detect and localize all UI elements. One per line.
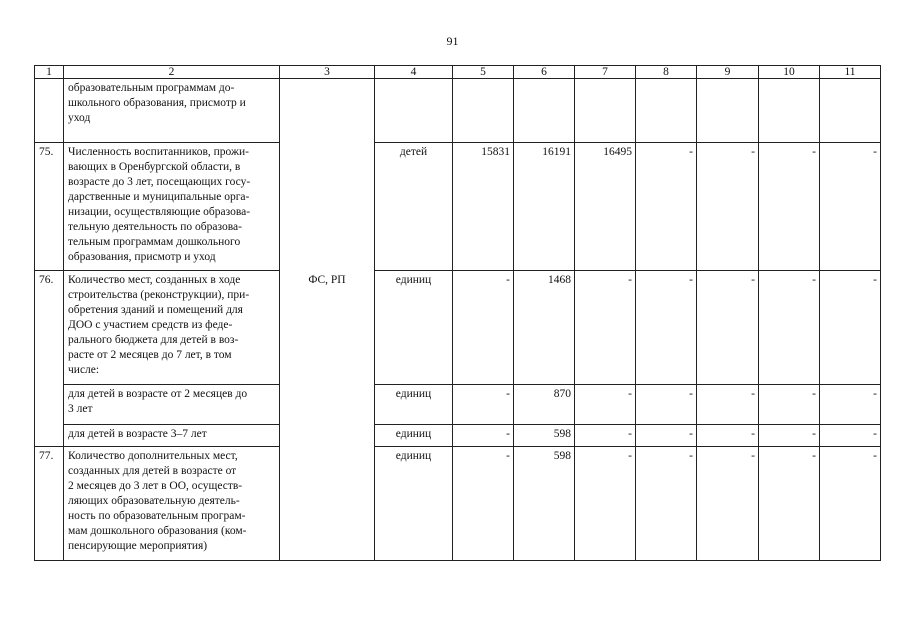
row-number: 76. (35, 271, 64, 385)
data-table (34, 65, 881, 561)
row-value: - (575, 385, 636, 425)
table-row (35, 385, 881, 425)
row-value: - (820, 271, 881, 385)
row-value: 15831 (453, 143, 514, 271)
row-value: - (453, 425, 514, 447)
row-value (820, 79, 881, 143)
column-header: 3 (280, 66, 375, 79)
row-value: - (575, 447, 636, 561)
row-source (280, 143, 375, 271)
row-source: ФС, РП (280, 271, 375, 385)
row-unit: детей (375, 143, 453, 271)
row-value: 598 (514, 425, 575, 447)
column-header: 7 (575, 66, 636, 79)
row-value: - (820, 425, 881, 447)
row-value: - (759, 143, 820, 271)
row-value (575, 79, 636, 143)
row-value: 1468 (514, 271, 575, 385)
row-number (35, 79, 64, 143)
column-header: 4 (375, 66, 453, 79)
row-value: - (759, 385, 820, 425)
row-source (280, 385, 375, 425)
column-header: 6 (514, 66, 575, 79)
row-description: образовательным программам до- школьного образования, присмотр и уход (64, 79, 280, 143)
row-value: - (697, 385, 759, 425)
row-description: Количество мест, созданных в ходе строительства (реконструкции), при- обретения зданий и помещений для ДОО с участием средств из феде- рального бюджета для детей в воз- расте от 2 месяцев до 7 лет, в том числе: (64, 271, 280, 385)
row-value: - (453, 385, 514, 425)
table-row (35, 271, 881, 385)
row-description: Количество дополнительных мест, созданных для детей в возрасте от 2 месяцев до 3 лет в ОО, осуществ- ляющих образовательную деятель- ность по образовательным програм- мам дошкольного образования (ком- пенсирующие мероприятия) (64, 447, 280, 561)
row-value: - (820, 447, 881, 561)
row-value: - (759, 447, 820, 561)
row-value: 598 (514, 447, 575, 561)
row-value: - (636, 271, 697, 385)
table-row (35, 79, 881, 143)
row-number (35, 425, 64, 447)
row-value: - (820, 385, 881, 425)
row-value: - (453, 447, 514, 561)
row-unit: единиц (375, 385, 453, 425)
column-header: 8 (636, 66, 697, 79)
row-value (453, 79, 514, 143)
row-source (280, 425, 375, 447)
row-value: - (636, 143, 697, 271)
header-row (35, 66, 881, 79)
row-value: - (697, 447, 759, 561)
row-value: 16191 (514, 143, 575, 271)
row-value: - (697, 425, 759, 447)
row-value: - (697, 271, 759, 385)
row-value (697, 79, 759, 143)
row-value: - (453, 271, 514, 385)
row-unit: единиц (375, 425, 453, 447)
table-row (35, 447, 881, 561)
row-number (35, 385, 64, 425)
row-value: - (636, 425, 697, 447)
row-number: 75. (35, 143, 64, 271)
row-unit: единиц (375, 447, 453, 561)
row-source (280, 79, 375, 143)
row-value: 870 (514, 385, 575, 425)
row-value: 16495 (575, 143, 636, 271)
row-value: - (575, 271, 636, 385)
row-value: - (697, 143, 759, 271)
row-value: - (636, 447, 697, 561)
row-value (759, 79, 820, 143)
row-value (514, 79, 575, 143)
table-row (35, 143, 881, 271)
row-value: - (575, 425, 636, 447)
row-description: для детей в возрасте 3–7 лет (64, 425, 280, 447)
row-value: - (759, 271, 820, 385)
column-header: 5 (453, 66, 514, 79)
column-header: 9 (697, 66, 759, 79)
row-value: - (759, 425, 820, 447)
row-value: - (820, 143, 881, 271)
table-row (35, 425, 881, 447)
column-header: 1 (35, 66, 64, 79)
column-header: 11 (820, 66, 881, 79)
row-description: Численность воспитанников, прожи- вающих в Оренбургской области, в возрасте до 3 лет, посещающих госу- дарственные и муниципальные орга- низации, осуществляющие образова- тельную деятельность по образова- тельным программам дошкольного образования, присмотр и уход (64, 143, 280, 271)
page-number: 91 (446, 34, 459, 48)
row-unit (375, 79, 453, 143)
column-header: 2 (64, 66, 280, 79)
row-unit: единиц (375, 271, 453, 385)
row-description: для детей в возрасте от 2 месяцев до 3 лет (64, 385, 280, 425)
row-number: 77. (35, 447, 64, 561)
column-header: 10 (759, 66, 820, 79)
row-value (636, 79, 697, 143)
row-source (280, 447, 375, 561)
row-value: - (636, 385, 697, 425)
